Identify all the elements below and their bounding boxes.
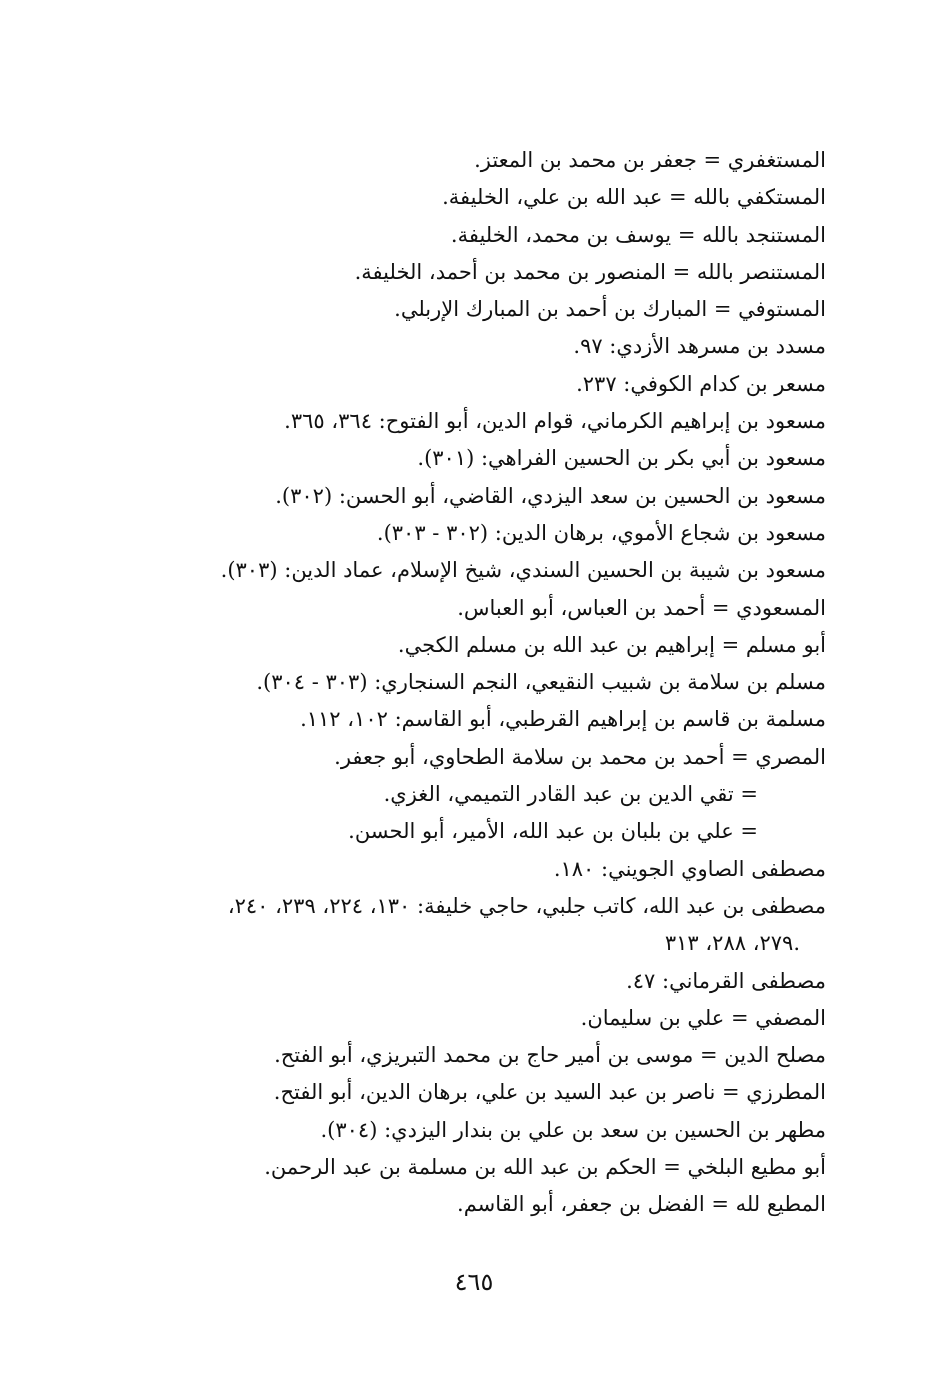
- index-entry: المستوفي = المبارك بن أحمد بن المبارك الإربلي.: [394, 297, 826, 322]
- index-entry: المصري = أحمد بن محمد بن سلامة الطحاوي، أبو جعفر.: [334, 744, 826, 769]
- index-entry: مطهر بن الحسين بن سعد بن علي بن بندار اليزدي: (٣٠٤).: [320, 1117, 826, 1142]
- index-entry: مسعود بن الحسين بن سعد اليزدي، القاضي، أبو الحسن: (٣٠٢).: [275, 483, 826, 508]
- index-entry: مصلح الدين = موسى بن أمير حاج بن محمد التبريزي، أبو الفتح.: [274, 1043, 826, 1068]
- index-entry: المسعودي = أحمد بن العباس، أبو العباس.: [457, 595, 826, 620]
- index-entries: [60, 142, 826, 1224]
- index-entry: مصطفى بن عبد الله، كاتب جلبي، حاجي خليفة: ١٣٠، ٢٢٤، ٢٣٩، ٢٤٠،: [227, 893, 826, 918]
- index-entry: المستغفري = جعفر بن محمد بن المعتز.: [474, 148, 826, 172]
- index-sub-entry: = علي بن بلبان بن عبد الله، الأمير، أبو الحسن.: [348, 819, 758, 844]
- index-entry: المطرزي = ناصر بن عبد السيد بن علي، برهان الدين، أبو الفتح.: [273, 1080, 826, 1105]
- index-entry: المستكفي بالله = عبد الله بن علي، الخليفة.: [442, 185, 826, 210]
- index-entry: أبو مطيع البلخي = الحكم بن عبد الله بن مسلمة بن عبد الرحمن.: [264, 1155, 826, 1180]
- index-entry: أبو مسلم = إبراهيم بن عبد الله بن مسلم الكجي.: [397, 632, 826, 657]
- index-entry-continuation: ٢٧٩، ٢٨٨، ٣١٣.: [664, 931, 800, 956]
- index-entry: مصطفى القرماني: ٤٧.: [626, 968, 826, 993]
- index-entry: مسلمة بن قاسم بن إبراهيم القرطبي، أبو القاسم: ١٠٢، ١١٢.: [300, 707, 826, 732]
- index-entry: المستنجد بالله = يوسف بن محمد، الخليفة.: [450, 222, 826, 247]
- index-entry: مسدد بن مسرهد الأزدي: ٩٧.: [573, 334, 826, 359]
- index-entry: مسلم بن سلامة بن شبيب النقيعي، النجم السنجاري: (٣٠٣ - ٣٠٤).: [256, 670, 826, 695]
- index-entry: مسعود بن أبي بكر بن الحسين الفراهي: (٣٠١).: [417, 446, 826, 471]
- index-entry: المصفي = علي بن سليمان.: [580, 1005, 826, 1030]
- index-sub-entry: = تقي الدين بن عبد القادر التميمي، الغزي.: [383, 782, 758, 807]
- index-entry: مسعود بن شجاع الأموي، برهان الدين: (٣٠٢ - ٣٠٣).: [376, 520, 826, 545]
- index-entry: مسعود بن شيبة بن الحسين السندي، شيخ الإسلام، عماد الدين: (٣٠٣).: [220, 558, 826, 583]
- page-number: ٤٦٥: [454, 1268, 494, 1296]
- index-entry: المستنصر بالله = المنصور بن محمد بن أحمد، الخليفة.: [354, 259, 826, 284]
- index-entry: مصطفى الصاوي الجويني: ١٨٠.: [553, 856, 826, 881]
- index-entry: مسعود بن إبراهيم الكرماني، قوام الدين، أبو الفتوح: ٣٦٤، ٣٦٥.: [284, 409, 826, 434]
- index-entry: المطيع لله = الفضل بن جعفر، أبو القاسم.: [457, 1192, 826, 1217]
- index-entry: مسعر بن كدام الكوفي: ٢٣٧.: [576, 371, 826, 396]
